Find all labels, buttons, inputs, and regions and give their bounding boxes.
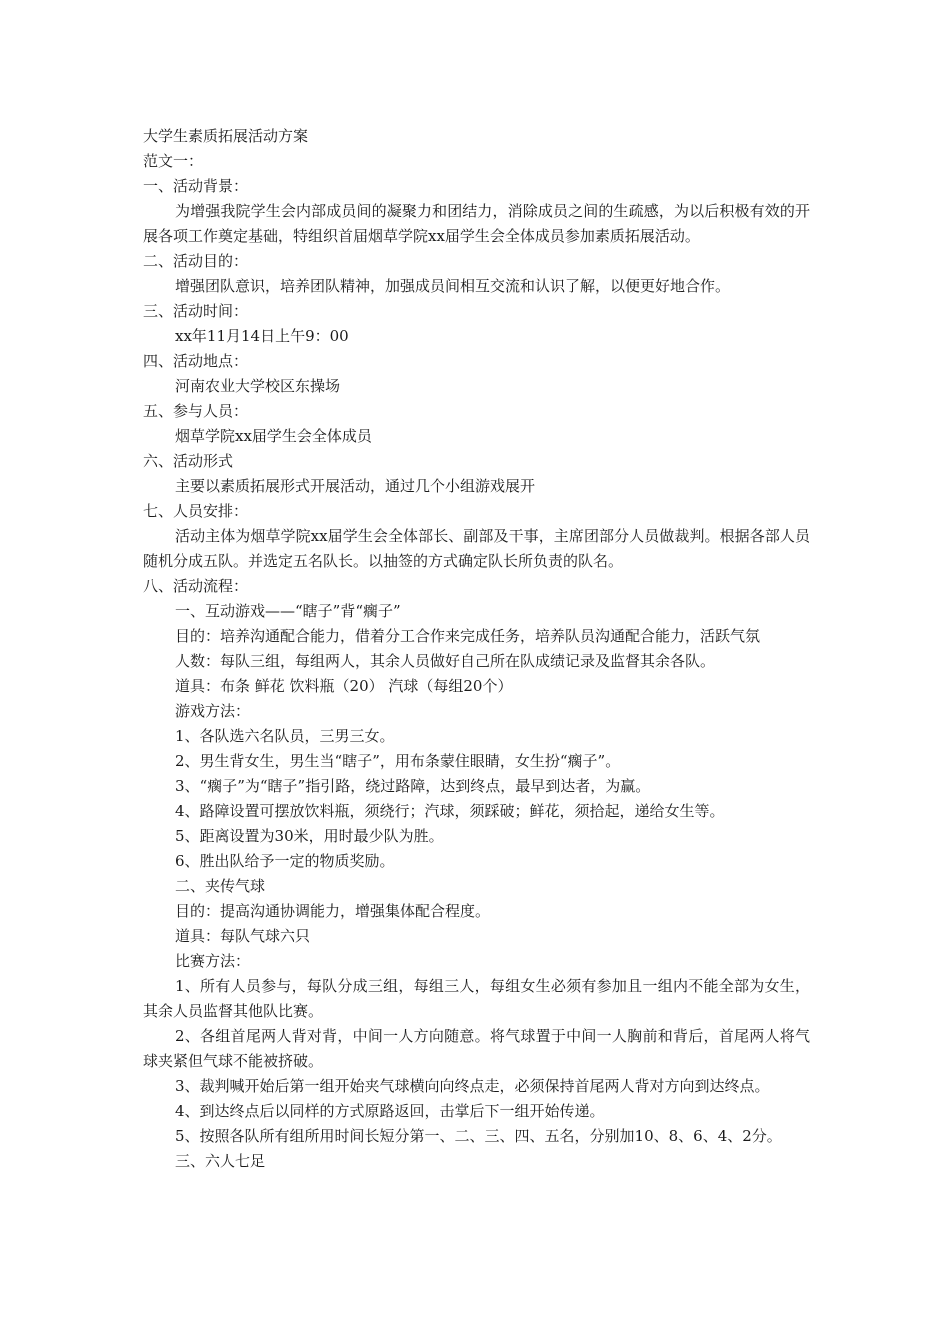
section-heading-process: 八、活动流程： <box>143 577 249 595</box>
section-body-participants: 烟草学院xx届学生会全体成员 <box>175 427 372 445</box>
section-heading-location: 四、活动地点： <box>143 352 249 370</box>
section-heading-staffing: 七、人员安排： <box>143 502 249 520</box>
game2-rule-4: 4、到达终点后以同样的方式原路返回，击掌后下一组开始传递。 <box>175 1102 605 1120</box>
section-body-background: 为增强我院学生会内部成员间的凝聚力和团结力，消除成员之间的生疏感，为以后积极有效的开展各项工作奠定基础，特组织首届烟草学院xx届学生会全体成员参加素质拓展活动。 <box>143 202 810 245</box>
section-body-format: 主要以素质拓展形式开展活动，通过几个小组游戏展开 <box>175 477 536 495</box>
game2-method-label: 比赛方法： <box>175 952 251 970</box>
game2-title: 二、夹传气球 <box>175 877 266 895</box>
game1-rule-5: 5、距离设置为30米，用时最少队为胜。 <box>175 827 444 845</box>
game1-rule-6: 6、胜出队给予一定的物质奖励。 <box>175 852 395 870</box>
game1-rule-2: 2、男生背女生，男生当“瞎子”，用布条蒙住眼睛，女生扮“瘸子”。 <box>175 752 621 770</box>
section-body-time: xx年11月14日上午9：00 <box>175 327 349 345</box>
section-body-location: 河南农业大学校区东操场 <box>175 377 341 395</box>
document-title: 大学生素质拓展活动方案 <box>143 127 309 145</box>
game1-rule-1: 1、各队选六名队员，三男三女。 <box>175 727 395 745</box>
game2-rule-1: 1、所有人员参与，每队分成三组，每组三人，每组女生必须有参加且一组内不能全部为女生，其余人员监督其他队比赛。 <box>143 977 810 1020</box>
game1-rule-4: 4、路障设置可摆放饮料瓶，须绕行；汽球，须踩破；鲜花，须拾起，递给女生等。 <box>175 802 725 820</box>
game2-props: 道具：每队气球六只 <box>175 927 311 945</box>
section-heading-purpose: 二、活动目的： <box>143 252 249 270</box>
section-heading-background: 一、活动背景： <box>143 177 249 195</box>
game3-title: 三、六人七足 <box>175 1152 266 1170</box>
section-heading-format: 六、活动形式 <box>143 452 234 470</box>
document-body <box>143 124 810 1174</box>
section-heading-time: 三、活动时间： <box>143 302 249 320</box>
game2-rule-5: 5、按照各队所有组所用时间长短分第一、二、三、四、五名，分别加10、8、6、4、2分。 <box>175 1127 782 1145</box>
game1-goal: 目的：培养沟通配合能力，借着分工合作来完成任务，培养队员沟通配合能力，活跃气氛 <box>175 627 761 645</box>
sample-label: 范文一： <box>143 152 204 170</box>
game2-rule-3: 3、裁判喊开始后第一组开始夹气球横向向终点走，必须保持首尾两人背对方向到达终点。 <box>175 1077 770 1095</box>
section-body-purpose: 增强团队意识，培养团队精神，加强成员间相互交流和认识了解，以便更好地合作。 <box>175 277 731 295</box>
game2-rule-2: 2、各组首尾两人背对背，中间一人方向随意。将气球置于中间一人胸前和背后，首尾两人将气球夹紧但气球不能被挤破。 <box>143 1027 810 1070</box>
section-body-staffing: 活动主体为烟草学院xx届学生会全体部长、副部及干事，主席团部分人员做裁判。根据各部人员随机分成五队。并选定五名队长。以抽签的方式确定队长所负责的队名。 <box>143 527 810 570</box>
game1-title: 一、互动游戏——“瞎子”背“瘸子” <box>175 602 401 620</box>
game1-people: 人数：每队三组，每组两人，其余人员做好自己所在队成绩记录及监督其余各队。 <box>175 652 716 670</box>
game1-method-label: 游戏方法： <box>175 702 251 720</box>
game2-goal: 目的：提高沟通协调能力，增强集体配合程度。 <box>175 902 491 920</box>
game1-rule-3: 3、“瘸子”为“瞎子”指引路，绕过路障，达到终点，最早到达者，为赢。 <box>175 777 651 795</box>
section-heading-participants: 五、参与人员： <box>143 402 249 420</box>
game1-props: 道具：布条 鲜花 饮料瓶（20） 汽球（每组20个） <box>175 677 513 695</box>
